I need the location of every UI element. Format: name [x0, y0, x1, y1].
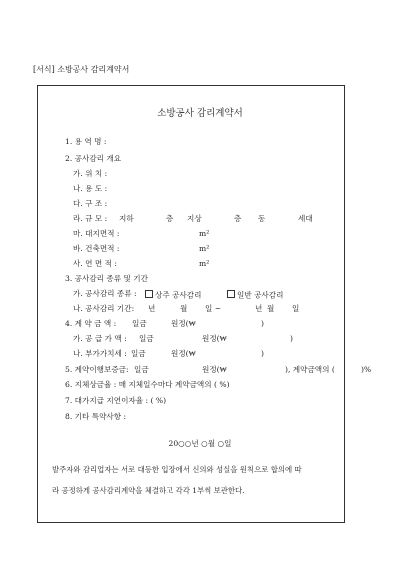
- closing-statement-line-1: 발주자와 감리업자는 서로 대등한 입장에서 신의와 성실을 원칙으로 합의에 따: [52, 465, 302, 474]
- supply-value-label: 가. 공 급 가 액 :: [73, 334, 127, 343]
- usage-row: 나. 용 도 :: [73, 184, 108, 193]
- delay-penalty-row: 6. 지체상금율 : 매 지체일수마다 계약금액의 ( %): [65, 380, 230, 389]
- period-start-year: 년: [148, 304, 156, 313]
- supply-value-close: ): [290, 334, 293, 343]
- contract-amount-close: ): [261, 319, 264, 328]
- performance-bond-won: 원정(₩: [202, 365, 227, 374]
- performance-bond-close: ), 계약금액의 (: [285, 365, 335, 374]
- resident-supervision-option[interactable]: 상주 공사감리: [145, 290, 201, 299]
- scale-aboveground: 지상: [187, 214, 202, 223]
- location-row: 가. 위 치 :: [73, 169, 108, 178]
- performance-bond-label: 5. 계약이행보증금:: [65, 365, 129, 374]
- scale-label: 라. 규 모 :: [73, 214, 108, 223]
- general-supervision-option[interactable]: 일반 공사감리: [227, 290, 283, 299]
- performance-bond-text: 일금: [134, 365, 149, 374]
- scale-households: 세대: [298, 214, 313, 223]
- period-end-month: 월: [267, 304, 275, 313]
- building-area-unit: m²: [199, 244, 210, 253]
- checkbox-icon[interactable]: [145, 290, 153, 298]
- contract-amount-text: 일금: [132, 319, 147, 328]
- scale-basement: 지하: [119, 214, 134, 223]
- supervision-type-label: 가. 공사감리 종류 :: [73, 289, 137, 298]
- contract-date: 20○○년 ○월 ○일: [168, 439, 232, 448]
- period-start-day: 일 ~: [205, 304, 222, 313]
- total-floor-area-label: 사. 연 면 적 :: [73, 259, 117, 268]
- supply-value-text: 일금: [139, 334, 154, 343]
- site-area-unit: m²: [199, 229, 210, 238]
- late-interest-row: 7. 대가지급 지연이자율 : ( %): [65, 396, 167, 405]
- vat-close: ): [261, 349, 264, 358]
- supply-value-won: 원정(₩: [202, 334, 227, 343]
- total-floor-area-unit: m²: [199, 259, 210, 268]
- scale-floors: 층: [234, 214, 242, 223]
- building-area-label: 바. 건축면적 :: [73, 244, 120, 253]
- closing-statement-line-2: 라 공정하게 공사감리계약을 체결하고 각각 1부씩 보관한다.: [52, 486, 245, 495]
- period-start-month: 월: [180, 304, 188, 313]
- vat-label: 나. 부가가치세 :: [73, 349, 127, 358]
- period-end-year: 년: [255, 304, 263, 313]
- site-area-label: 마. 대지면적 :: [73, 229, 120, 238]
- service-name-row: 1. 용 역 명 :: [65, 137, 107, 146]
- supervision-period-label: 나. 공사감리 기간:: [73, 304, 135, 313]
- supervision-type-heading: 3. 공사감리 종류 및 기간: [65, 274, 148, 283]
- performance-bond-pct: )%: [361, 365, 372, 374]
- structure-row: 다. 구 조 :: [73, 199, 108, 208]
- vat-text: 일금: [131, 349, 146, 358]
- scale-basement-floors: 층: [166, 214, 174, 223]
- special-terms-row: 8. 기타 특약사항 :: [65, 412, 127, 421]
- document-title: 소방공사 감리계약서: [157, 108, 243, 119]
- form-label: [서식] 소방공사 감리계약서: [33, 65, 130, 74]
- contract-amount-label: 4. 계 약 금 액 :: [65, 319, 117, 328]
- vat-won: 원정(₩: [171, 349, 196, 358]
- period-end-day: 일: [292, 304, 300, 313]
- overview-heading: 2. 공사감리 개요: [65, 154, 122, 163]
- checkbox-icon[interactable]: [227, 290, 235, 298]
- contract-amount-won: 원정(₩: [171, 319, 196, 328]
- scale-buildings: 동: [258, 214, 266, 223]
